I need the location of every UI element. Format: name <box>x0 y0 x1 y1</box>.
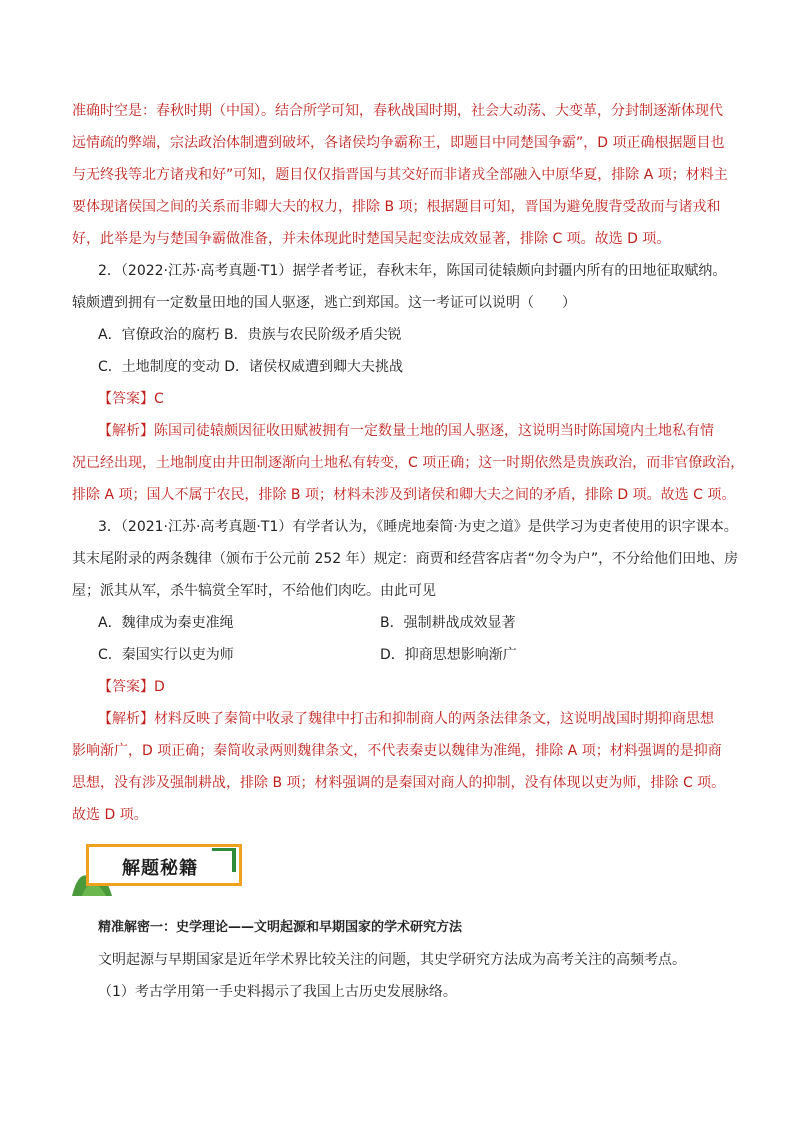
q3-analysis-line: 思想，没有涉及强制耕战，排除 B 项；材料强调的是秦国对商人的抑制，没有体现以吏为师，排除 C 项。 <box>72 775 726 791</box>
q2-stem: 2．（2022·江苏·高考真题·T1）据学者考证，春秋末年，陈国司徒辕颇向封疆内所有的田地征取赋纳。 <box>98 263 727 279</box>
q3-option-b: B．强制耕战成效显著 <box>380 615 516 631</box>
q3-option-d: D．抑商思想影响渐广 <box>380 647 517 663</box>
q1-analysis-line: 要体现诸侯国之间的关系而非卿大夫的权力，排除 B 项；根据题目可知，晋国为避免腹背受敌而与诸戎和 <box>72 199 721 215</box>
q1-analysis-line: 好，此举是为与楚国争霸做准备，并未体现此时楚国吴起变法成效显著，排除 C 项。故选 D 项。 <box>72 231 671 247</box>
analysis-text: 陈国司徒辕颇因征收田赋被拥有一定数量土地的国人驱逐，这说明当时陈国境内土地私有情 <box>154 423 714 439</box>
secret-paragraph: 文明起源与早期国家是近年学术界比较关注的问题，其史学研究方法成为高考关注的高频考点。 <box>98 952 686 968</box>
q2-stem: 辕颇遭到拥有一定数量田地的国人驱逐，逃亡到郑国。这一考证可以说明（ ） <box>72 295 576 311</box>
banner-title: 解题秘籍 <box>122 858 198 879</box>
q3-answer <box>98 677 165 697</box>
q3-analysis-line: 影响渐广，D 项正确；秦简收录两则魏律条文，不代表秦吏以魏律为准绳，排除 A 项；材料强调的是抑商 <box>72 743 722 759</box>
q2-answer <box>98 389 164 409</box>
q1-analysis-line: 远情疏的弊端，宗法政治体制遭到破坏，各诸侯均争霸称王，即题目中同楚国争霸”，D 项正确根据题目也 <box>72 135 725 151</box>
q1-analysis-line: 准确时空是：春秋时期（中国）。结合所学可知，春秋战国时期，社会大动荡、大变革，分封制逐渐体现代 <box>72 103 723 119</box>
secret-paragraph: （1）考古学用第一手史料揭示了我国上古历史发展脉络。 <box>98 984 457 1000</box>
banner-accent <box>232 848 236 872</box>
q2-options: A．官僚政治的腐朽 B．贵族与农民阶级矛盾尖锐 <box>98 327 402 343</box>
banner-accent <box>212 848 236 851</box>
section-banner <box>72 838 250 896</box>
q2-analysis <box>98 421 714 441</box>
secret-heading: 精准解密一：史学理论——文明起源和早期国家的学术研究方法 <box>98 920 463 935</box>
answer-tag: 【答案】 <box>98 679 154 695</box>
q3-option-c: C．秦国实行以吏为师 <box>98 647 234 663</box>
q2-analysis-line: 排除 A 项；国人不属于农民，排除 B 项；材料未涉及到诸侯和卿大夫之间的矛盾，排除 D 项。故选 C 项。 <box>72 487 736 503</box>
q3-stem: 其末尾附录的两条魏律（颁布于公元前 252 年）规定：商贾和经营客店者“勿令为户”，不分给他们田地、房 <box>72 551 739 567</box>
analysis-text: 材料反映了秦简中收录了魏律中打击和抑制商人的两条法律条文，这说明战国时期抑商思想 <box>154 711 714 727</box>
answer-value: C <box>154 391 164 407</box>
analysis-tag: 【解析】 <box>98 711 154 727</box>
q3-stem: 屋；派其从军，杀牛犒赏全军时，不给他们肉吃。由此可见 <box>72 583 436 599</box>
q2-options: C．土地制度的变动 D．诸侯权威遭到卿大夫挑战 <box>98 359 404 375</box>
q3-analysis <box>98 709 714 729</box>
q3-analysis-line: 故选 D 项。 <box>72 807 148 823</box>
analysis-tag: 【解析】 <box>98 423 154 439</box>
q2-analysis-line: 况已经出现，土地制度由井田制逐渐向土地私有转变，C 项正确；这一时期依然是贵族政治，而非官僚政治， <box>72 455 745 471</box>
q3-option-a: A．魏律成为秦吏准绳 <box>98 615 234 631</box>
answer-tag: 【答案】 <box>98 391 154 407</box>
q1-analysis-line: 与无终我等北方诸戎和好”可知，题目仅仅指晋国与其交好而非诸戎全部融入中原华夏，排除 A 项；材料主 <box>72 167 728 183</box>
answer-value: D <box>154 679 165 695</box>
q3-stem: 3．（2021·江苏·高考真题·T1）有学者认为，《睡虎地秦简·为吏之道》是供学习为吏者使用的识字课本。 <box>98 519 738 535</box>
